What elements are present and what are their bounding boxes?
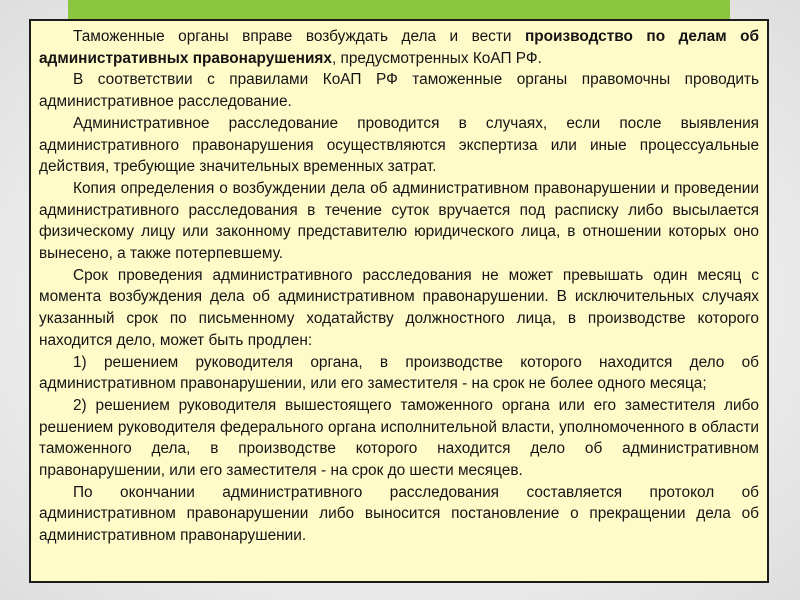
paragraph-extension-item-1: 1) решением руководителя органа, в производстве которого находится дело об административном правонарушении, или его заместителя - на срок не более одного месяца; [39,353,759,393]
paragraph-copy-of-determination: Копия определения о возбуждении дела об административном правонарушении и проведении административного расследования в течение суток вручается под расписку либо высылается физическому лицу или законному представителю юридического лица, в отношении которых оно вынесено, а также потерпевшему. [39,179,759,263]
paragraph-investigation-completion: По окончании административного расследования составляется протокол об административном правонарушении либо выносится постановление о прекращении дела об административном правонарушении. [39,483,759,545]
paragraph-extension-item-2: 2) решением руководителя вышестоящего таможенного органа или его заместителя либо решением руководителя федерального органа исполнительной власти, уполномоченного в области таможенного дела, в производстве которого находится дело об административном правонарушении, или его заместителя - на срок до шести месяцев. [39,396,759,480]
text-panel [29,19,769,583]
paragraph-1-emphasis: производство по делам об административных правонарушениях [39,28,759,67]
paragraph-investigation-right: В соответствии с правилами КоАП РФ таможенные органы правомочны проводить административное расследование. [39,71,759,111]
paragraph-investigation-term: Срок проведения административного расследования не может превышать один месяц с момента возбуждения дела об административном правонарушении. В исключительных случаях указанный срок по письменному ходатайству должностного лица, в производстве которого находится дело, может быть продлен: [39,266,759,349]
paragraph-investigation-cases: Административное расследование проводится в случаях, если после выявления административного правонарушения осуществляются экспертиза или иные процессуальные действия, требующие значительных временных затрат. [39,114,759,176]
paragraph-customs-authority [39,26,759,69]
paragraph-1-tail: , предусмотренных КоАП РФ. [331,49,542,67]
paragraph-1-text: Таможенные органы вправе возбуждать дела и вести [73,28,525,45]
green-accent-bar [68,0,730,20]
